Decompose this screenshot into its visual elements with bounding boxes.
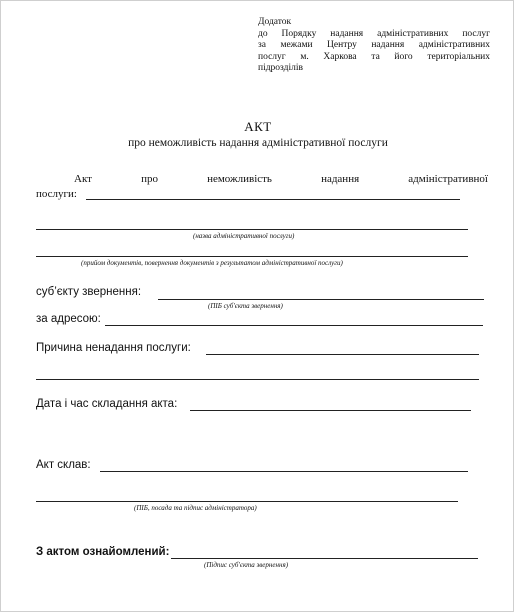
subject-caption: (ПІБ суб'єкта звернення) bbox=[208, 302, 283, 310]
annex-line: за межами Центру надання адміністративних bbox=[258, 40, 490, 50]
service-fill-line[interactable] bbox=[86, 199, 460, 200]
reason-label: Причина ненадання послуги: bbox=[36, 342, 191, 354]
annex-line: послуг м. Харкова та його територіальних bbox=[258, 51, 490, 62]
intro-word: неможливість bbox=[207, 173, 272, 185]
intro-continuation: послуги: bbox=[36, 188, 77, 200]
address-line[interactable] bbox=[105, 325, 483, 326]
service-name-line[interactable] bbox=[36, 229, 468, 230]
acknowledged-line[interactable] bbox=[171, 558, 478, 559]
receipt-caption: (прийом документів, повернення документів з результатом адміністративної послуги) bbox=[81, 259, 343, 267]
reason-line-2[interactable] bbox=[36, 379, 479, 380]
reason-line[interactable] bbox=[206, 354, 479, 355]
composer-line[interactable] bbox=[36, 501, 458, 502]
intro-word: адміністративної bbox=[408, 173, 488, 185]
subject-label: суб’єкту звернення: bbox=[36, 286, 142, 298]
document-subtitle: про неможливість надання адміністративної послуги bbox=[128, 137, 388, 149]
composed-by-line[interactable] bbox=[100, 471, 468, 472]
composer-caption: (ПІБ, посада та підпис адміністратора) bbox=[134, 504, 257, 512]
intro-word: про bbox=[141, 173, 158, 185]
intro-word: Акт bbox=[74, 173, 92, 185]
signature-caption: (Підпис суб'єкта звернення) bbox=[204, 561, 289, 569]
annex-line: підрозділів bbox=[258, 63, 303, 73]
composed-by-label: Акт склав: bbox=[36, 459, 91, 471]
subject-line[interactable] bbox=[158, 299, 484, 300]
annex-line: Додаток bbox=[258, 17, 292, 27]
service-name-caption: (назва адміністративної послуги) bbox=[193, 232, 295, 240]
datetime-line[interactable] bbox=[190, 410, 471, 411]
document-title: АКТ bbox=[244, 119, 272, 134]
datetime-label: Дата і час складання акта: bbox=[36, 398, 178, 410]
annex-line: до Порядку надання адміністративних послуг bbox=[258, 28, 490, 39]
address-label: за адресою: bbox=[36, 313, 101, 325]
intro-line bbox=[74, 173, 488, 185]
receipt-line[interactable] bbox=[36, 256, 468, 257]
intro-word: надання bbox=[321, 173, 360, 185]
annex-note bbox=[258, 17, 490, 75]
acknowledged-label: З актом ознайомлений: bbox=[36, 546, 170, 558]
